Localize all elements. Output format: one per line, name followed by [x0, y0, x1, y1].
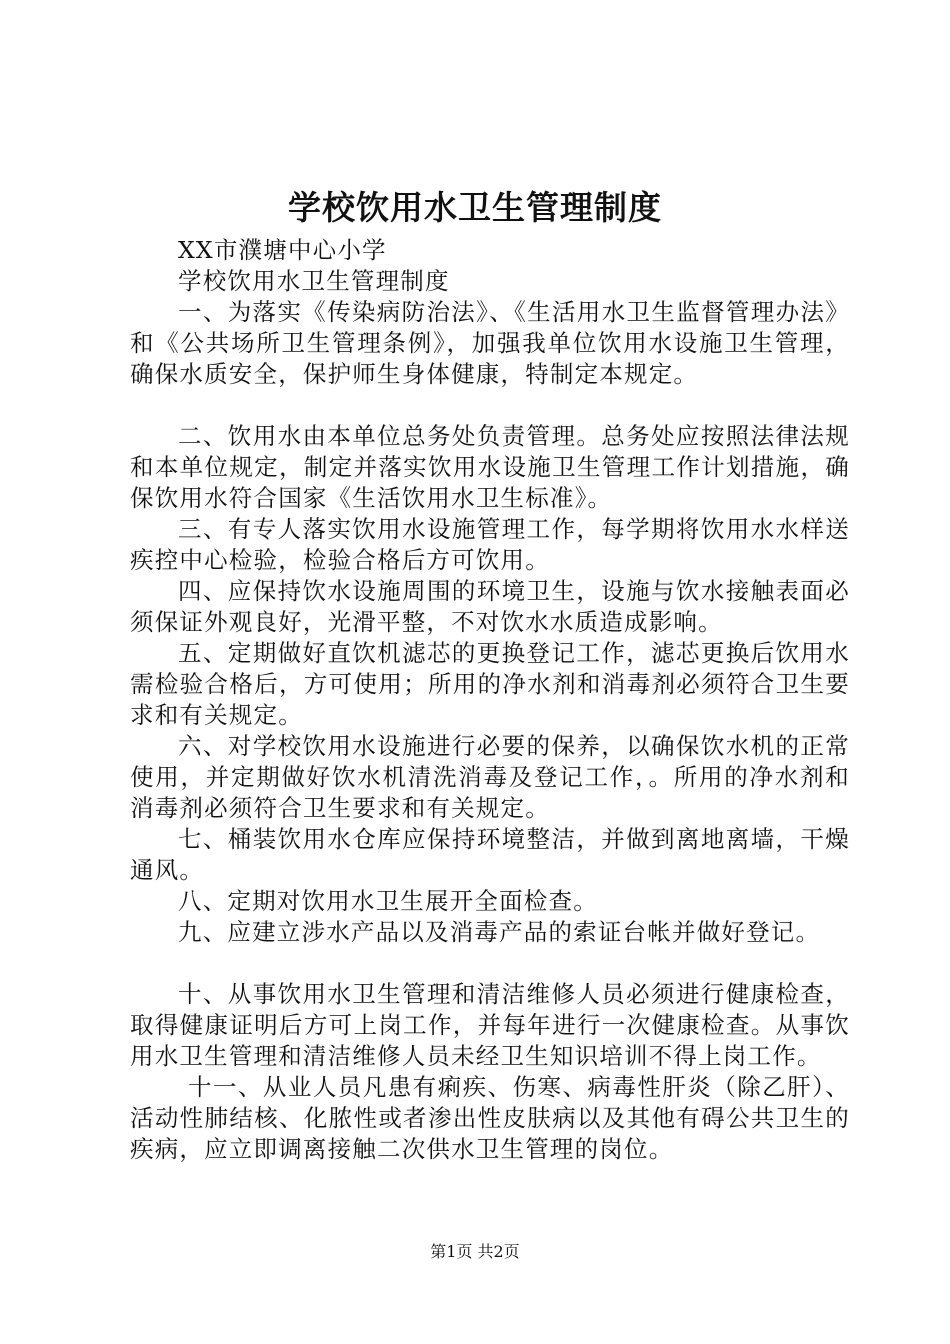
paragraph-7: 七、桶装饮用水仓库应保持环境整洁，并做到离地离墙，干燥通风。: [130, 825, 850, 884]
paragraph-11: 十一、从业人员凡患有痢疾、伤寒、病毒性肝炎（除乙肝）、活动性肺结核、化脓性或者渗出性皮肤病以及其他有碍公共卫生的疾病，应立即调离接触二次供水卫生管理的岗位。: [130, 1073, 850, 1163]
paragraph-8: 八、定期对饮用水卫生展开全面检查。: [178, 887, 598, 915]
paragraph-1: 一、为落实《传染病防治法》、《生活用水卫生监督管理办法》和《公共场所卫生管理条例》，加强我单位饮用水设施卫生管理，确保水质安全，保护师生身体健康，特制定本规定。: [130, 298, 850, 388]
paragraph-2: 二、饮用水由本单位总务处负责管理。总务处应按照法律法规和本单位规定，制定并落实饮用水设施卫生管理工作计划措施，确保饮用水符合国家《生活饮用水卫生标准》。: [130, 422, 850, 512]
document-title: 学校饮用水卫生管理制度: [288, 188, 662, 227]
paragraph-5: 五、定期做好直饮机滤芯的更换登记工作，滤芯更换后饮用水需检验合格后，方可使用；所用的净水剂和消毒剂必须符合卫生要求和有关规定。: [130, 639, 850, 729]
paragraph-9: 九、应建立涉水产品以及消毒产品的索证台帐并做好登记。: [178, 918, 821, 946]
regulation-subtitle: 学校饮用水卫生管理制度: [178, 267, 450, 295]
paragraph-3: 三、有专人落实饮用水设施管理工作，每学期将饮用水水样送疾控中心检验，检验合格后方可饮用。: [130, 515, 850, 574]
page-footer: 第1页 共2页: [430, 1242, 520, 1261]
school-name: XX市濮塘中心小学: [178, 236, 387, 264]
paragraph-4: 四、应保持饮水设施周围的环境卫生，设施与饮水接触表面必须保证外观良好，光滑平整，不对饮水水质造成影响。: [130, 577, 850, 636]
paragraph-10: 十、从事饮用水卫生管理和清洁维修人员必须进行健康检查，取得健康证明后方可上岗工作，并每年进行一次健康检查。从事饮用水卫生管理和清洁维修人员未经卫生知识培训不得上岗工作。: [130, 980, 850, 1070]
paragraph-6: 六、对学校饮用水设施进行必要的保养，以确保饮水机的正常使用，并定期做好饮水机清洗消毒及登记工作，。所用的净水剂和消毒剂必须符合卫生要求和有关规定。: [130, 732, 850, 822]
document-body: [130, 235, 850, 1165]
